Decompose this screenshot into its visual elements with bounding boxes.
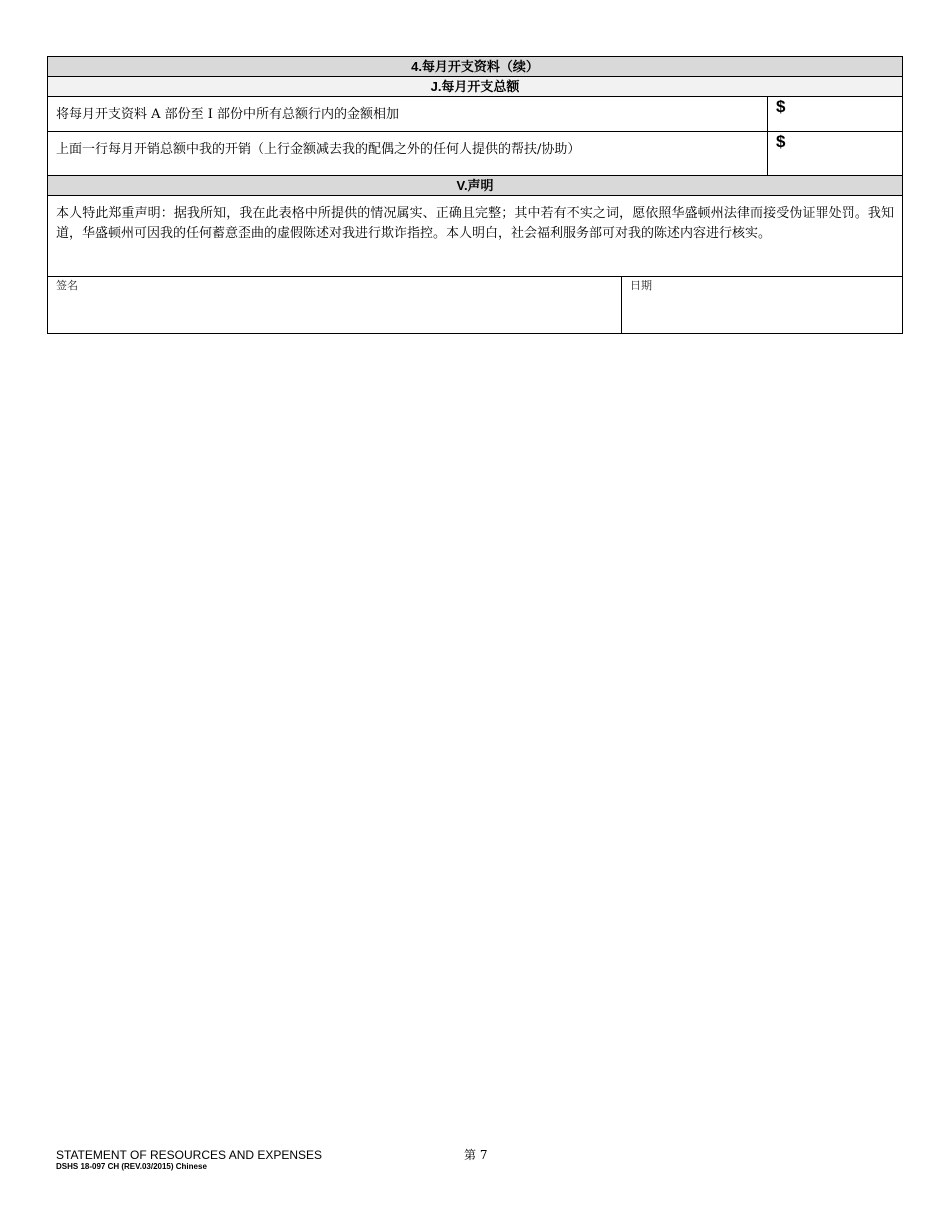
expense-form-table [47, 56, 903, 334]
footer-form-code: DSHS 18-097 CH (REV.03/2015) Chinese [56, 1162, 207, 1171]
my-expense-amount-field[interactable] [768, 132, 903, 176]
signature-field[interactable] [48, 277, 622, 334]
section-title: 4.每月开支资料（续） [48, 57, 903, 77]
footer-form-info [56, 1148, 322, 1172]
expense-total-label: 将每月开支资料 A 部份至 I 部份中所有总额行内的金额相加 [48, 97, 768, 132]
my-expense-row [48, 132, 903, 176]
declaration-title: V.声明 [48, 176, 903, 196]
declaration-text: 本人特此郑重声明：据我所知，我在此表格中所提供的情况属实、正确且完整；其中若有不实之词，愿依照华盛顿州法律而接受伪证罪处罚。我知道，华盛顿州可因我的任何蓄意歪曲的虚假陈述对我进行欺诈指控。本人明白，社会福利服务部可对我的陈述内容进行核实。 [48, 196, 903, 277]
currency-symbol: $ [776, 97, 786, 116]
footer-page-number: 第 7 [464, 1148, 488, 1162]
date-label: 日期 [630, 279, 652, 292]
currency-symbol: $ [776, 132, 786, 151]
subsection-title: J.每月开支总额 [48, 77, 903, 97]
signature-label: 签名 [56, 279, 78, 292]
expense-total-row [48, 97, 903, 132]
date-field[interactable] [622, 277, 903, 334]
expense-total-amount-field[interactable] [768, 97, 903, 132]
my-expense-label: 上面一行每月开销总额中我的开销（上行金额减去我的配偶之外的任何人提供的帮扶/协助） [48, 132, 768, 176]
footer-form-title: STATEMENT OF RESOURCES AND EXPENSES [56, 1148, 323, 1162]
